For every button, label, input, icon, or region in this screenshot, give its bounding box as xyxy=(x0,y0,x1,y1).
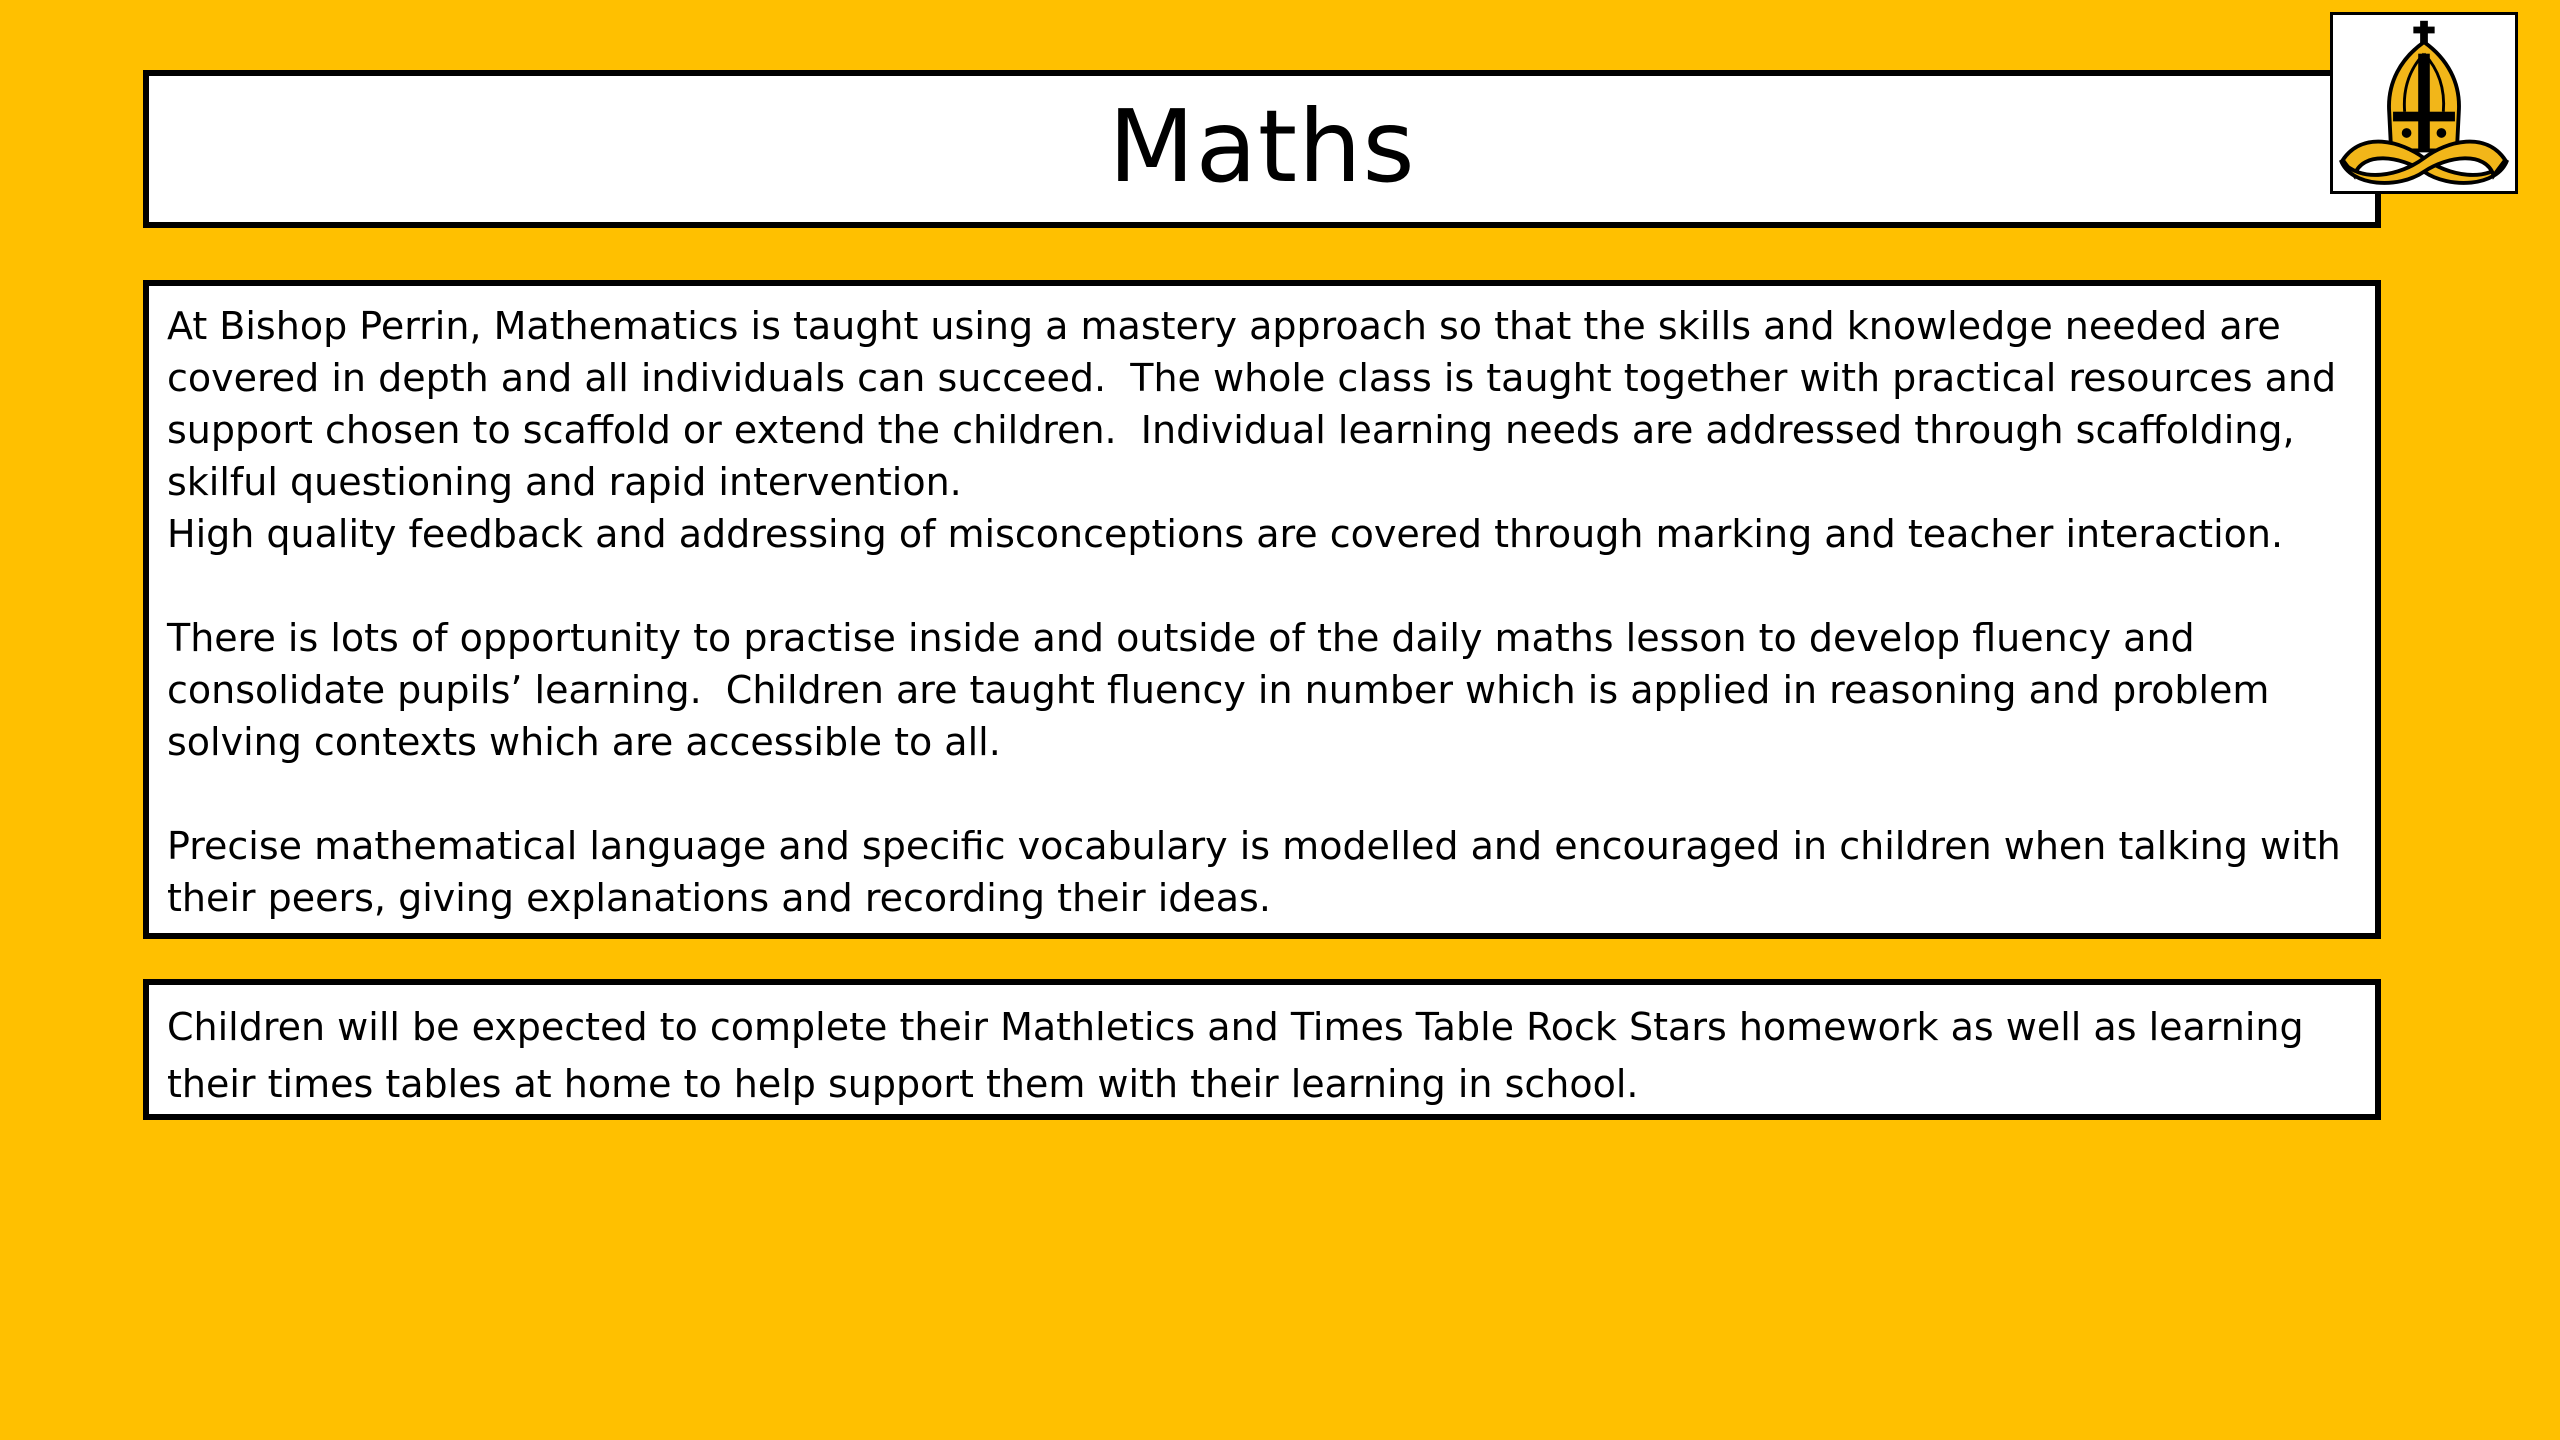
paragraph-spacer xyxy=(167,768,2357,820)
paragraph-feedback: High quality feedback and addressing of misconceptions are covered through marking and teacher interaction. xyxy=(167,512,2284,556)
paragraph-fluency: There is lots of opportunity to practise inside and outside of the daily maths lesson to develop fluency and consolidate pupils’ learning. Children are taught fluency in number which is applied in reasoning and problem solving contexts which are accessible to all. xyxy=(167,616,2282,764)
title-box xyxy=(143,70,2381,228)
homework-paragraph: Children will be expected to complete their Mathletics and Times Table Rock Stars homework as well as learning their times tables at home to help support them with their learning in school. xyxy=(167,1005,2316,1106)
paragraph-mastery-approach: At Bishop Perrin, Mathematics is taught using a mastery approach so that the skills and knowledge needed are covered in depth and all individuals can succeed. The whole class is taught together with practical resources and support chosen to scaffold or extend the children. Individual learning needs are addressed through scaffolding, skilful questioning and rapid intervention. xyxy=(167,304,2349,504)
mitre-crest-icon xyxy=(2333,15,2515,191)
paragraph-vocabulary: Precise mathematical language and specific vocabulary is modelled and encouraged in children when talking with their peers, giving explanations and recording their ideas. xyxy=(167,824,2353,920)
paragraph-spacer xyxy=(167,560,2357,612)
intro-text-box xyxy=(143,280,2381,939)
homework-text-box xyxy=(143,979,2381,1120)
page-title: Maths xyxy=(1108,88,1416,205)
school-logo xyxy=(2330,12,2518,194)
